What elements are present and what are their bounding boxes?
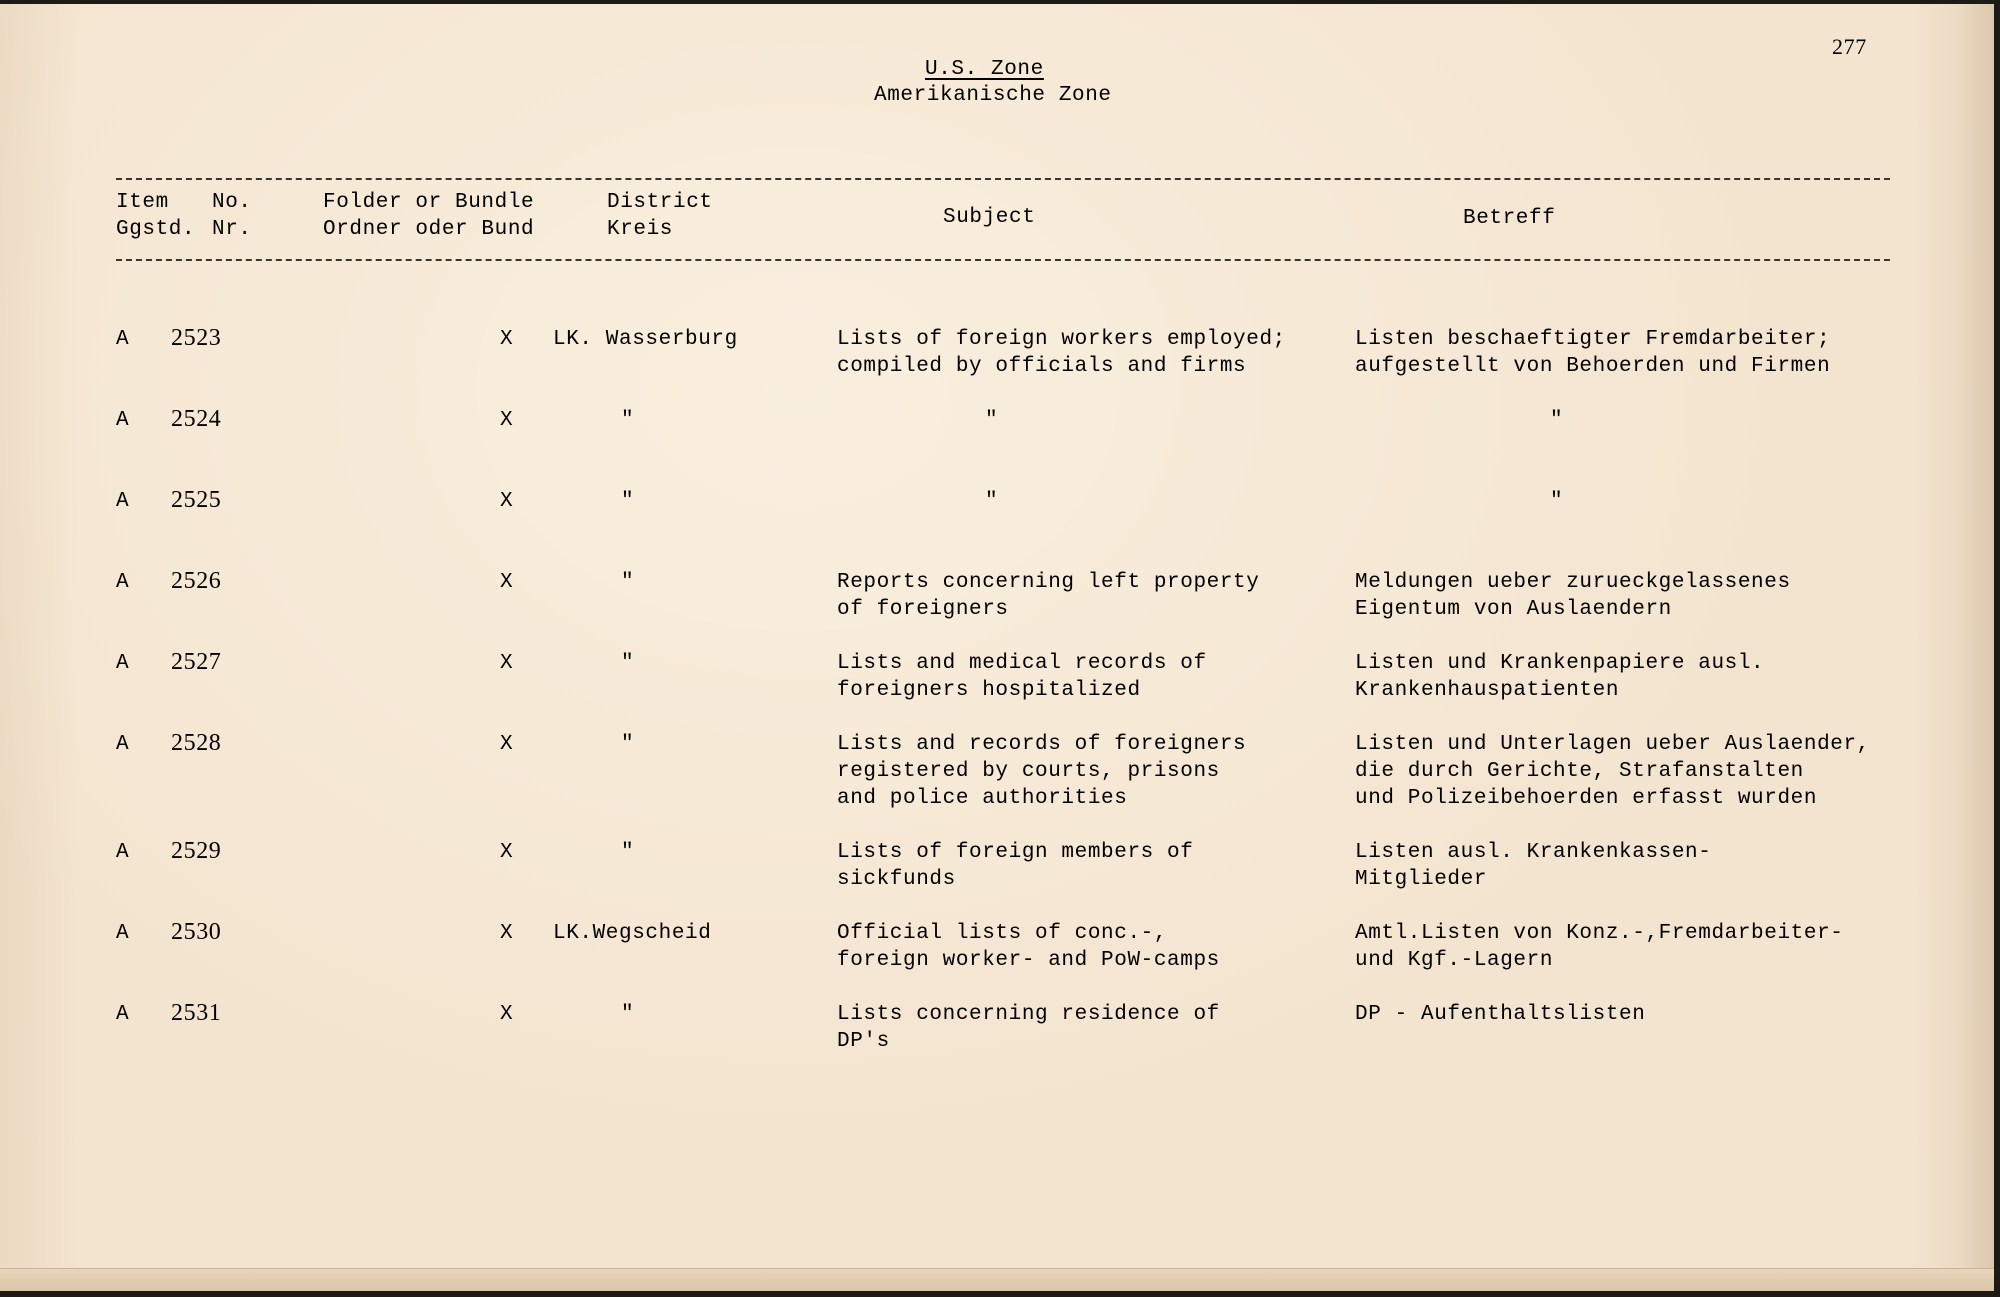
cell-subject [837,650,1207,704]
subject-line: Reports concerning left property [837,571,1260,594]
col-header-district-en: District [607,191,713,214]
subject-line: registered by courts, prisons [837,760,1220,783]
cell-folder: X [500,733,514,756]
cell-betreff [1355,920,1843,974]
col-header-folder [323,189,534,243]
cell-subject [837,920,1220,974]
cell-district: LK. Wasserburg [553,328,738,351]
cell-item: A [116,841,130,864]
cell-item: A [116,733,130,756]
betreff-line: und Kgf.-Lagern [1355,949,1554,972]
cell-folder: X [500,652,514,675]
cell-district: " [621,733,635,756]
subject-line: foreign worker- and PoW-camps [837,949,1220,972]
cell-district: LK.Wegscheid [553,922,712,945]
betreff-line: Listen ausl. Krankenkassen- [1355,841,1712,864]
cell-folder: X [500,922,514,945]
betreff-line: Listen und Krankenpapiere ausl. [1355,652,1765,675]
cell-no: 2531 [171,1000,222,1026]
betreff-line: und Polizeibehoerden erfasst wurden [1355,787,1818,810]
cell-district: " [621,841,635,864]
cell-no: 2527 [171,649,222,675]
cell-betreff [1355,569,1791,623]
betreff-line: Listen und Unterlagen ueber Auslaender, [1355,733,1870,756]
cell-item: A [116,922,130,945]
cell-betreff [1355,1001,1645,1028]
cell-subject [837,839,1193,893]
betreff-line: Listen beschaeftigter Fremdarbeiter; [1355,328,1831,351]
cell-folder: X [500,841,514,864]
cell-no: 2524 [171,406,222,432]
subject-line: " [985,409,999,432]
subject-line: " [985,490,999,513]
cell-betreff [1355,731,1870,812]
cell-subject [985,488,998,515]
betreff-line: " [1550,409,1564,432]
cell-betreff [1550,407,1563,434]
header-rule-bottom [116,259,1890,261]
cell-subject [985,407,998,434]
page-bottom-edge [0,1268,1994,1291]
cell-item: A [116,652,130,675]
cell-folder: X [500,1003,514,1026]
cell-item: A [116,409,130,432]
document-page [0,4,1994,1290]
col-header-subject: Subject [943,206,1036,229]
col-header-no [212,189,252,243]
cell-no: 2526 [171,568,222,594]
betreff-line: " [1550,490,1564,513]
col-header-district [607,189,713,243]
cell-item: A [116,1003,130,1026]
cell-no: 2530 [171,919,222,945]
col-header-betreff: Betreff [1463,207,1556,230]
col-header-item-en: Item [116,191,169,214]
col-header-no-en: No. [212,191,252,214]
subject-line: Lists of foreign members of [837,841,1194,864]
cell-no: 2528 [171,730,222,756]
cell-item: A [116,328,130,351]
betreff-line: Amtl.Listen von Konz.-,Fremdarbeiter- [1355,922,1844,945]
cell-folder: X [500,409,514,432]
subject-line: and police authorities [837,787,1128,810]
page-edge-shadow [1960,4,1994,1290]
col-header-folder-de: Ordner oder Bund [323,218,535,241]
cell-district: " [621,652,635,675]
cell-district: " [621,1003,635,1026]
col-header-item [116,189,195,243]
cell-subject [837,1001,1220,1055]
cell-folder: X [500,490,514,513]
col-header-district-de: Kreis [607,218,674,241]
col-header-item-de: Ggstd. [116,218,196,241]
subject-line: Lists and records of foreigners [837,733,1247,756]
cell-no: 2529 [171,838,222,864]
betreff-line: Meldungen ueber zurueckgelassenes [1355,571,1791,594]
subject-line: of foreigners [837,598,1009,621]
betreff-line: die durch Gerichte, Strafanstalten [1355,760,1804,783]
cell-betreff [1355,839,1711,893]
cell-item: A [116,490,130,513]
subject-line: DP's [837,1030,890,1053]
subject-line: Lists of foreign workers employed; [837,328,1286,351]
cell-district: " [621,571,635,594]
subject-line: Official lists of conc.-, [837,922,1168,945]
subject-line: sickfunds [837,868,956,891]
betreff-line: Eigentum von Auslaendern [1355,598,1672,621]
subject-line: Lists concerning residence of [837,1003,1220,1026]
subject-line: Lists and medical records of [837,652,1207,675]
cell-district: " [621,490,635,513]
subject-line: foreigners hospitalized [837,679,1141,702]
zone-subtitle: Amerikanische Zone [874,84,1112,107]
cell-folder: X [500,571,514,594]
cell-no: 2523 [171,325,222,351]
betreff-line: Mitglieder [1355,868,1488,891]
cell-betreff [1355,326,1830,380]
cell-betreff [1550,488,1563,515]
cell-district: " [621,409,635,432]
subject-line: compiled by officials and firms [837,355,1247,378]
betreff-line: Krankenhauspatienten [1355,679,1620,702]
cell-subject [837,569,1259,623]
cell-subject [837,731,1246,812]
cell-folder: X [500,328,514,351]
col-header-folder-en: Folder or Bundle [323,191,535,214]
cell-subject [837,326,1286,380]
page-number: 277 [1832,34,1867,59]
zone-title: U.S. Zone [925,58,1044,81]
cell-no: 2525 [171,487,222,513]
betreff-line: DP - Aufenthaltslisten [1355,1003,1646,1026]
col-header-no-de: Nr. [212,218,252,241]
cell-item: A [116,571,130,594]
betreff-line: aufgestellt von Behoerden und Firmen [1355,355,1831,378]
header-rule-top [116,178,1890,180]
cell-betreff [1355,650,1764,704]
